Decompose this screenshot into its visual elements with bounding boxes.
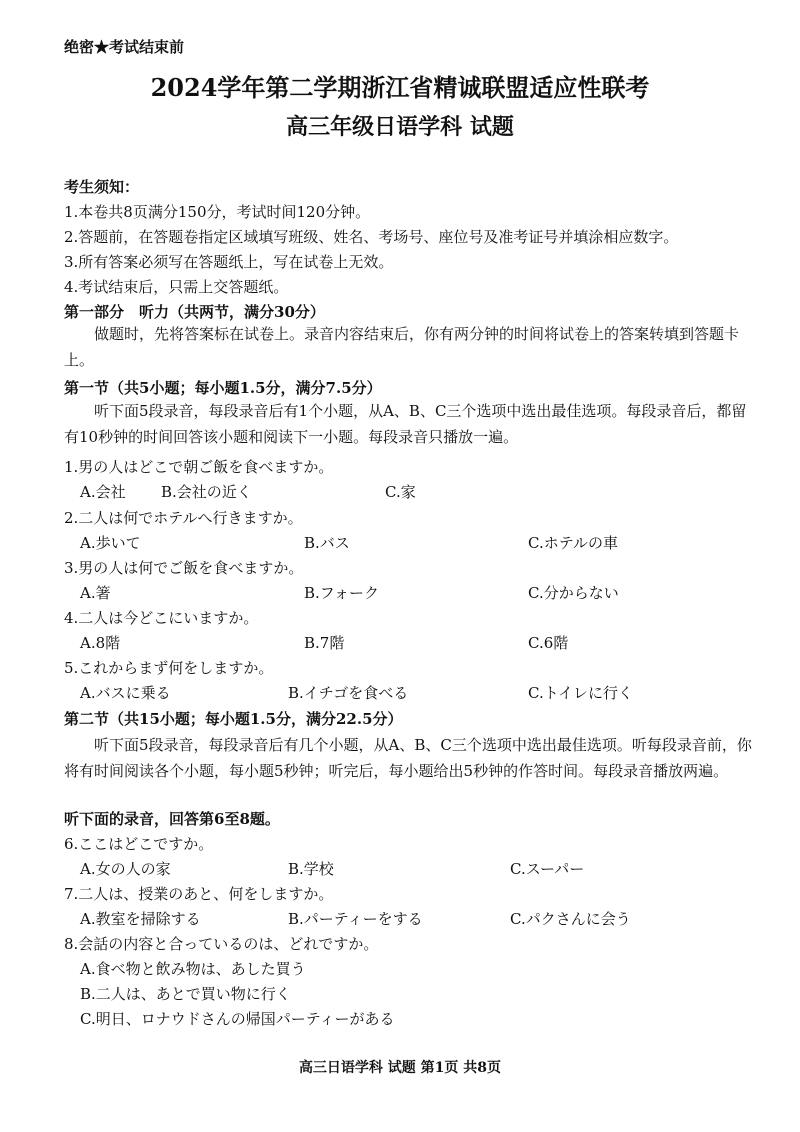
question-2: 2.二人は何でホテルへ行きますか。 [64,509,303,527]
section2-heading: 第二节（共15小题；每小题1.5分，满分22.5分） [64,710,403,728]
option-a: A.会社 [80,483,126,501]
exam-title: 2024学年第二学期浙江省精诚联盟适应性联考 [150,73,650,102]
notice-item: 1.本卷共8页满分150分，考试时间120分钟。 [64,203,371,221]
option-a: A.歩いて [80,534,141,552]
option-c: C.トイレに行く [528,684,633,702]
option-b: B.学校 [288,860,334,878]
option-a: A.バスに乗る [80,684,171,702]
question-8: 8.会話の内容と合っているのは、どれですか。 [64,935,379,953]
option-c: C.スーパー [510,860,585,878]
question-6: 6.ここはどこですか。 [64,835,214,853]
question-3: 3.男の人は何でご飯を食べますか。 [64,559,304,577]
section2-subheading: 听下面的录音，回答第6至8题。 [64,810,280,828]
part1-instruction: 做题时，先将答案标在试卷上。录音内容结束后，你有两分钟的时间将试卷上的答案转填到答题卡上。 [64,325,740,369]
option-c: C.家 [385,483,416,501]
exam-subtitle: 高三年级日语学科 试题 [286,114,514,140]
option-a: A.食べ物と飲み物は、あした買う [80,960,306,978]
part1-heading: 第一部分 听力（共两节，满分30分） [64,303,325,321]
notice-item: 4.考试结束后，只需上交答题纸。 [64,278,289,296]
question-5: 5.これからまず何をしますか。 [64,659,274,677]
confidential-mark: 绝密★考试结束前 [64,38,185,56]
notice-heading: 考生须知： [64,178,140,196]
section1-heading: 第一节（共5小题；每小题1.5分，满分7.5分） [64,379,382,397]
option-c: C.分からない [528,584,619,602]
question-4: 4.二人は今どこにいますか。 [64,609,259,627]
page-footer: 高三日语学科 试题 第1页 共8页 [298,1060,502,1076]
option-b: B.イチゴを食べる [288,684,409,702]
option-b: B.バス [304,534,350,552]
option-c: C.明日、ロナウドさんの帰国パーティーがある [80,1010,395,1028]
section2-instruction: 听下面5段录音，每段录音后有几个小题，从A、B、C三个选项中选出最佳选项。听每段录音前，你将有时间阅读各个小题，每小题5秒钟；听完后，每小题给出5秒钟的作答时间。每段录音播放两遍。 [64,736,752,780]
notice-item: 3.所有答案必须写在答题纸上，写在试卷上无效。 [64,253,394,271]
option-c: C.パクさんに会う [510,910,631,928]
option-a: A.8階 [80,634,121,652]
section1-instruction: 听下面5段录音，每段录音后有1个小题，从A、B、C三个选项中选出最佳选项。每段录音后，都留有10秒钟的时间回答该小题和阅读下一小题。每段录音只播放一遍。 [64,402,747,446]
question-7: 7.二人は、授業のあと、何をしますか。 [64,885,334,903]
option-b: B.会社の近く [161,483,252,501]
option-a: A.教室を掃除する [80,910,201,928]
option-b: B.パーティーをする [288,910,423,928]
notice-item: 2.答题前，在答题卷指定区域填写班级、姓名、考场号、座位号及准考证号并填涂相应数字。 [64,228,679,246]
option-b: B.二人は、あとで買い物に行く [80,985,291,1003]
option-c: C.6階 [528,634,569,652]
option-c: C.ホテルの車 [528,534,618,552]
question-1: 1.男の人はどこで朝ご飯を食べますか。 [64,458,334,476]
option-b: B.7階 [304,634,345,652]
option-a: A.女の人の家 [80,860,171,878]
option-a: A.箸 [80,584,111,602]
option-b: B.フォーク [304,584,380,602]
